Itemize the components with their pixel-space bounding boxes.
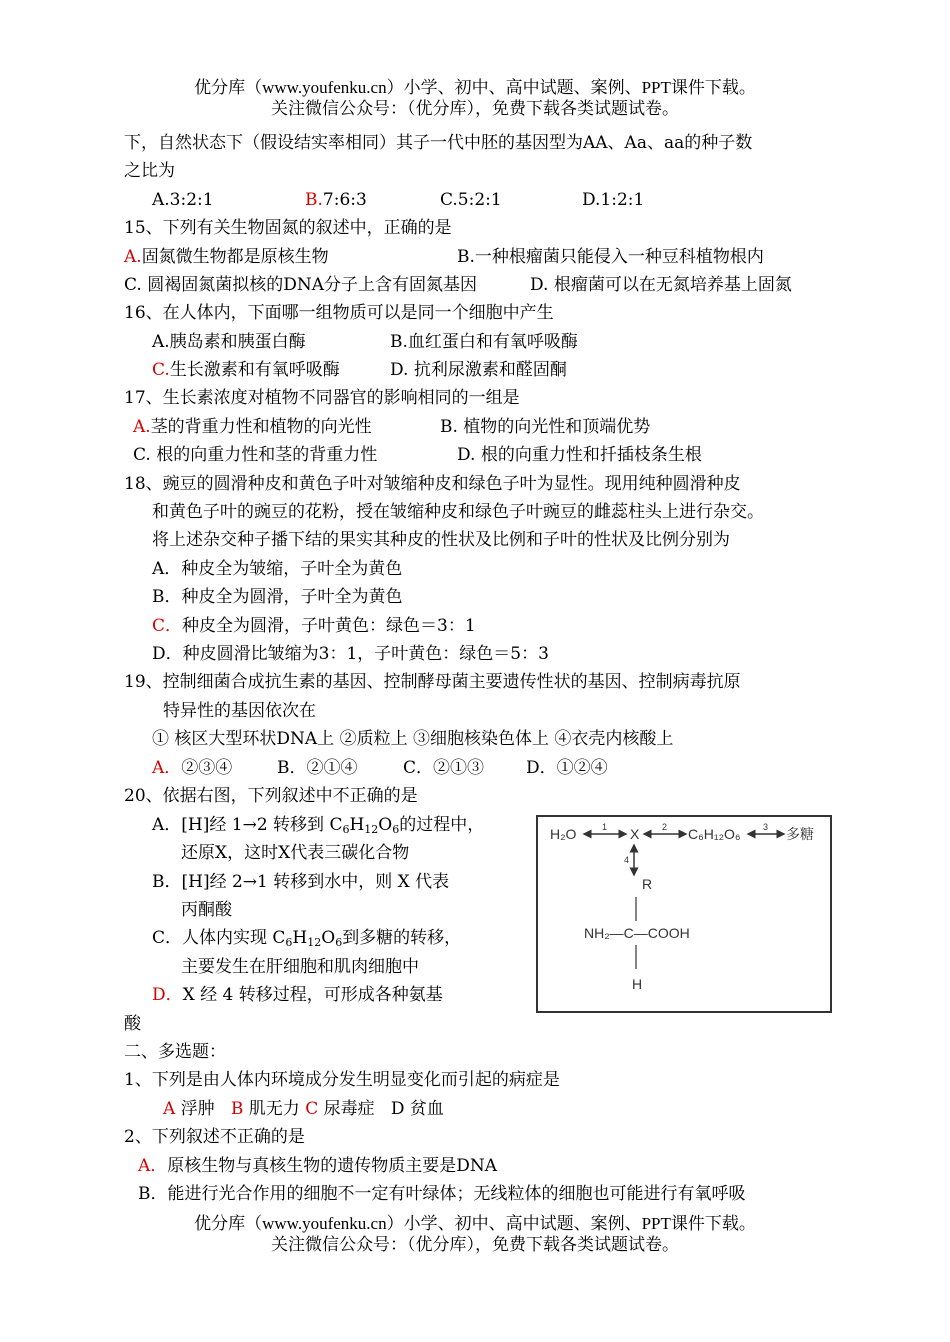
formula-o: O xyxy=(378,815,393,835)
q20-option-a-line2: 还原X，这时X代表三碳化合物 xyxy=(181,843,410,863)
q15-stem: 15、下列有关生物固氮的叙述中，正确的是 xyxy=(124,218,452,238)
q20-option-d-text: X 经 4 转移过程，可形成各种氨基 xyxy=(182,985,443,1005)
q20-option-b-line2: 丙酮酸 xyxy=(181,900,232,920)
q15-option-a-text: 固氮微生物都是原核生物 xyxy=(141,247,329,267)
footer-line-2: 关注微信公众号：（优分库），免费下载各类试题试卷。 xyxy=(271,1235,679,1254)
q16-stem: 16、在人体内，下面哪一组物质可以是同一个细胞中产生 xyxy=(124,303,554,323)
diagram-glucose: C₆H₁₂O₆ xyxy=(688,826,741,842)
q20-option-c-line2: 主要发生在肝细胞和肌肉细胞中 xyxy=(181,957,419,977)
diagram-h: H xyxy=(632,976,643,992)
footer-line-1: 优分库（www.youfenku.cn）小学、初中、高中试题、案例、PPT课件下载。 xyxy=(194,1214,756,1233)
q15-option-a xyxy=(124,245,329,269)
s2-q1-c-letter: C xyxy=(305,1099,319,1119)
q14-option-b-letter: B. xyxy=(305,190,323,210)
q17-option-b: B. 植物的向光性和顶端优势 xyxy=(440,417,651,437)
q19-option-a-letter: A． xyxy=(152,758,182,778)
s2-q2-stem: 2、下列叙述不正确的是 xyxy=(124,1127,305,1147)
q17-option-a-letter: A. xyxy=(133,417,151,437)
q14-continuation-2: 之比为 xyxy=(124,161,175,181)
diagram-r-group: R xyxy=(642,876,653,892)
s2-q1-a-text: 浮肿 xyxy=(180,1099,215,1119)
q20-option-a-text-end: 的过程中， xyxy=(399,815,485,835)
arrow-label-1: 1 xyxy=(602,822,608,832)
q14-continuation-1: 下，自然状态下（假设结实率相同）其子一代中胚的基因型为AA、Aa、aa的种子数 xyxy=(124,133,753,153)
q14-option-a: A.3:2:1 xyxy=(152,190,214,210)
q16-option-d: D. 抗利尿激素和醛固酮 xyxy=(390,360,567,380)
s2-q2-option-b: B．能进行光合作用的细胞不一定有叶绿体；无线粒体的细胞也可能进行有氧呼吸 xyxy=(138,1184,746,1204)
q20-option-c-line1 xyxy=(152,926,461,950)
q17-stem: 17、生长素浓度对植物不同器官的影响相同的一组是 xyxy=(124,388,520,408)
s2-q1-b-letter: B xyxy=(230,1099,244,1119)
q19-option-d: D．①②④ xyxy=(526,758,608,778)
s2-q2-a-letter: A． xyxy=(138,1156,168,1176)
q15-option-d: D. 根瘤菌可以在无氮培养基上固氮 xyxy=(530,275,792,295)
q18-option-c xyxy=(152,614,476,638)
q19-option-c: C．②①③ xyxy=(403,758,485,778)
section2-title: 二、多选题： xyxy=(124,1042,226,1062)
arrow-label-2: 2 xyxy=(662,822,668,832)
q18-stem-1: 18、豌豆的圆滑种皮和黄色子叶对皱缩种皮和绿色子叶为显性。现用纯种圆滑种皮 xyxy=(124,474,741,494)
q14-option-b xyxy=(305,188,367,212)
q20-option-d-line2: 酸 xyxy=(124,1014,141,1034)
q16-option-c-letter: C. xyxy=(152,360,170,380)
q20-option-c-text-end: 到多糖的转移， xyxy=(342,928,462,948)
formula-subscript: 6 xyxy=(392,823,400,836)
q18-option-b: B．种皮全为圆滑，子叶全为黄色 xyxy=(152,587,403,607)
q18-option-d: D．种皮圆滑比皱缩为3：1，子叶黄色：绿色＝5：3 xyxy=(152,644,549,664)
q20-option-a-line1 xyxy=(152,813,484,837)
q19-option-a xyxy=(152,756,232,780)
q18-option-a: A．种皮全为皱缩，子叶全为黄色 xyxy=(152,559,403,579)
formula-subscript: 12 xyxy=(364,823,379,836)
header-line-1: 优分库（www.youfenku.cn）小学、初中、高中试题、案例、PPT课件下载。 xyxy=(194,78,756,97)
s2-q2-a-text: 原核生物与真核生物的遗传物质主要是DNA xyxy=(167,1156,498,1176)
formula-subscript: 6 xyxy=(335,936,343,949)
diagram-svg xyxy=(538,817,830,1011)
q19-stem-1: 19、控制细菌合成抗生素的基因、控制酵母菌主要遗传性状的基因、控制病毒抗原 xyxy=(124,672,741,692)
arrow-label-4: 4 xyxy=(624,855,630,865)
q20-option-a-text: A．[H]经 1→2 转移到 C xyxy=(152,815,343,835)
q16-option-b: B.血红蛋白和有氧呼吸酶 xyxy=(390,332,578,352)
q19-stem-2: 特异性的基因依次在 xyxy=(163,701,316,721)
q20-option-d-line1 xyxy=(152,983,443,1007)
formula-o: O xyxy=(321,928,336,948)
formula-subscript: 6 xyxy=(285,936,293,949)
formula-h: H xyxy=(292,928,308,948)
q15-option-b: B.一种根瘤菌只能侵入一种豆科植物根内 xyxy=(457,247,764,267)
q16-option-a: A.胰岛素和胰蛋白酶 xyxy=(152,332,306,352)
diagram-x: X xyxy=(630,826,640,842)
s2-q1-c-text: 尿毒症 xyxy=(323,1099,375,1119)
q19-option-a-text: ②③④ xyxy=(181,758,233,778)
q20-option-c-text: C．人体内实现 C xyxy=(152,928,286,948)
q18-stem-2: 和黄色子叶的豌豆的花粉，授在皱缩种皮和绿色子叶豌豆的雌蕊柱头上进行杂交。 xyxy=(152,502,764,522)
q15-option-c: C. 圆褐固氮菌拟核的DNA分子上含有固氮基因 xyxy=(124,275,477,295)
q18-option-c-text: 种皮全为圆滑，子叶黄色：绿色＝3：1 xyxy=(182,616,476,636)
formula-h: H xyxy=(349,815,365,835)
s2-q1-options xyxy=(163,1097,444,1121)
q20-option-b-line1: B．[H]经 2→1 转移到水中，则 X 代表 xyxy=(152,872,450,892)
s2-q1-b-text: 肌无力 xyxy=(248,1099,300,1119)
diagram-amino-acid: NH₂—C—COOH xyxy=(584,925,690,941)
q18-stem-3: 将上述杂交种子播下结的果实其种皮的性状及比例和子叶的性状及比例分别为 xyxy=(152,530,730,550)
q17-option-a-text: 茎的背重力性和植物的向光性 xyxy=(150,417,372,437)
q20-stem: 20、依据右图，下列叙述中不正确的是 xyxy=(124,786,418,806)
header-line-2: 关注微信公众号：（优分库），免费下载各类试题试卷。 xyxy=(271,99,679,118)
q16-option-c-text: 生长激素和有氧呼吸酶 xyxy=(169,360,340,380)
formula-subscript: 12 xyxy=(307,936,322,949)
arrow-label-3: 3 xyxy=(763,822,769,832)
q15-option-a-letter: A. xyxy=(124,247,142,267)
q16-option-c xyxy=(152,358,340,382)
s2-q1-a-letter: A xyxy=(163,1099,176,1119)
q17-option-a xyxy=(133,415,372,439)
q17-option-c: C. 根的向重力性和茎的背重力性 xyxy=(133,445,378,465)
q19-option-b: B．②①④ xyxy=(277,758,358,778)
q14-option-c: C.5:2:1 xyxy=(440,190,502,210)
q20-option-d-letter: D． xyxy=(152,985,183,1005)
q17-option-d: D. 根的向重力性和扦插枝条生根 xyxy=(457,445,702,465)
diagram-h2o: H₂O xyxy=(550,826,577,842)
s2-q1-stem: 1、下列是由人体内环境成分发生明显变化而引起的病症是 xyxy=(124,1070,560,1090)
q19-choices: ① 核区大型环状DNA上 ②质粒上 ③细胞核染色体上 ④衣壳内核酸上 xyxy=(152,729,674,749)
q14-option-b-text: 7:6:3 xyxy=(322,190,367,210)
metabolism-diagram xyxy=(536,815,832,1013)
s2-q1-d: D 贫血 xyxy=(390,1099,444,1119)
q14-option-d: D.1:2:1 xyxy=(582,190,645,210)
q18-option-c-letter: C． xyxy=(152,616,183,636)
s2-q2-option-a xyxy=(138,1154,497,1178)
formula-subscript: 6 xyxy=(342,823,350,836)
diagram-polysaccharide: 多糖 xyxy=(786,826,814,842)
